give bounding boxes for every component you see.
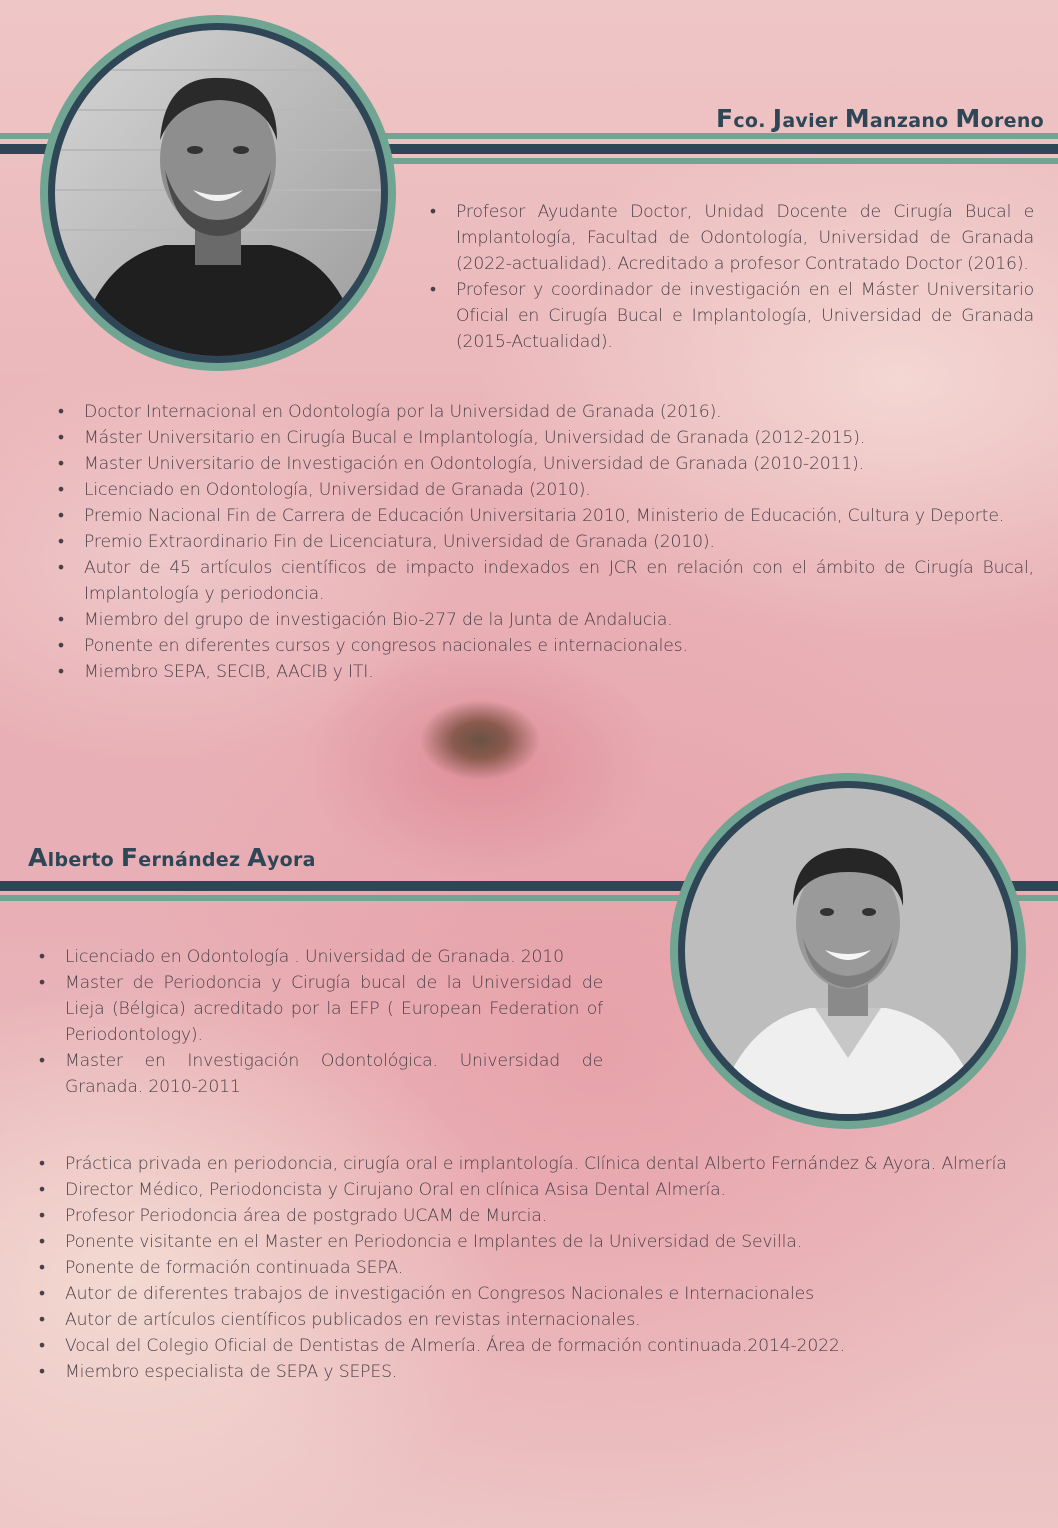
list-item: • Premio Nacional Fin de Carrera de Educación Universitaria 2010, Ministerio de Educación, Cultura y Deporte. — [56, 503, 1034, 529]
divider-accent-2 — [0, 895, 700, 901]
list-item: • Ponente en diferentes cursos y congresos nacionales e internacionales. — [56, 633, 1034, 659]
person2-name: Alberto Fernández Ayora — [28, 843, 316, 872]
list-item: • Autor de diferentes trabajos de investigación en Congresos Nacionales e Internacionales — [37, 1281, 1027, 1307]
person2-top-list — [37, 944, 603, 1100]
list-item: • Master de Periodoncia y Cirugía bucal de la Universidad de Lieja (Bélgica) acreditado por la EFP ( European Federation of Periodontology). — [37, 970, 603, 1048]
person1-name: Fco. Javier Manzano Moreno — [715, 104, 1044, 133]
list-item: • Autor de artículos científicos publicados en revistas internacionales. — [37, 1307, 1027, 1333]
photo-frame-1 — [40, 15, 396, 371]
list-item: • Director Médico, Periodoncista y Cirujano Oral en clínica Asisa Dental Almería. — [37, 1177, 1027, 1203]
list-item: • Master Universitario de Investigación en Odontología, Universidad de Granada (2010-2011). — [56, 451, 1034, 477]
list-item: • Profesor y coordinador de investigación en el Máster Universitario Oficial en Cirugía Bucal e Implantología, Universidad de Granada (2015-Actualidad). — [428, 277, 1034, 355]
list-item: • Miembro SEPA, SECIB, AACIB y ITI. — [56, 659, 1034, 685]
person1-list — [56, 399, 1034, 685]
divider-accent-1b — [380, 158, 1058, 164]
list-item: • Profesor Periodoncia área de postgrado UCAM de Murcia. — [37, 1203, 1027, 1229]
portrait-photo-1 — [55, 30, 381, 356]
list-item: • Máster Universitario en Cirugía Bucal e Implantología, Universidad de Granada (2012-2015). — [56, 425, 1034, 451]
portrait-photo-2 — [685, 788, 1011, 1114]
list-item: • Doctor Internacional en Odontología por la Universidad de Granada (2016). — [56, 399, 1034, 425]
list-item: • Autor de 45 artículos científicos de impacto indexados en JCR en relación con el ámbito de Cirugía Bucal, Implantología y periodoncia. — [56, 555, 1034, 607]
photo-frame-2 — [670, 773, 1026, 1129]
list-item: • Vocal del Colegio Oficial de Dentistas de Almería. Área de formación continuada.2014-2022. — [37, 1333, 1027, 1359]
list-item: • Profesor Ayudante Doctor, Unidad Docente de Cirugía Bucal e Implantología, Facultad de Odontología, Universidad de Granada (2022-actualidad). Acreditado a profesor Contratado Doctor (2016). — [428, 199, 1034, 277]
list-item: • Ponente de formación continuada SEPA. — [37, 1255, 1027, 1281]
person1-top-list — [428, 199, 1034, 355]
list-item: • Licenciado en Odontología, Universidad de Granada (2010). — [56, 477, 1034, 503]
list-item: • Premio Extraordinario Fin de Licenciatura, Universidad de Granada (2010). — [56, 529, 1034, 555]
list-item: • Master en Investigación Odontológica. Universidad de Granada. 2010-2011 — [37, 1048, 603, 1100]
list-item: • Licenciado en Odontología . Universidad de Granada. 2010 — [37, 944, 603, 970]
list-item: • Práctica privada en periodoncia, cirugía oral e implantología. Clínica dental Alberto Fernández & Ayora. Almería — [37, 1151, 1027, 1177]
person2-list — [37, 1151, 1027, 1385]
list-item: • Miembro del grupo de investigación Bio-277 de la Junta de Andalucia. — [56, 607, 1034, 633]
list-item: • Ponente visitante en el Master en Periodoncia e Implantes de la Universidad de Sevilla. — [37, 1229, 1027, 1255]
list-item: • Miembro especialista de SEPA y SEPES. — [37, 1359, 1027, 1385]
